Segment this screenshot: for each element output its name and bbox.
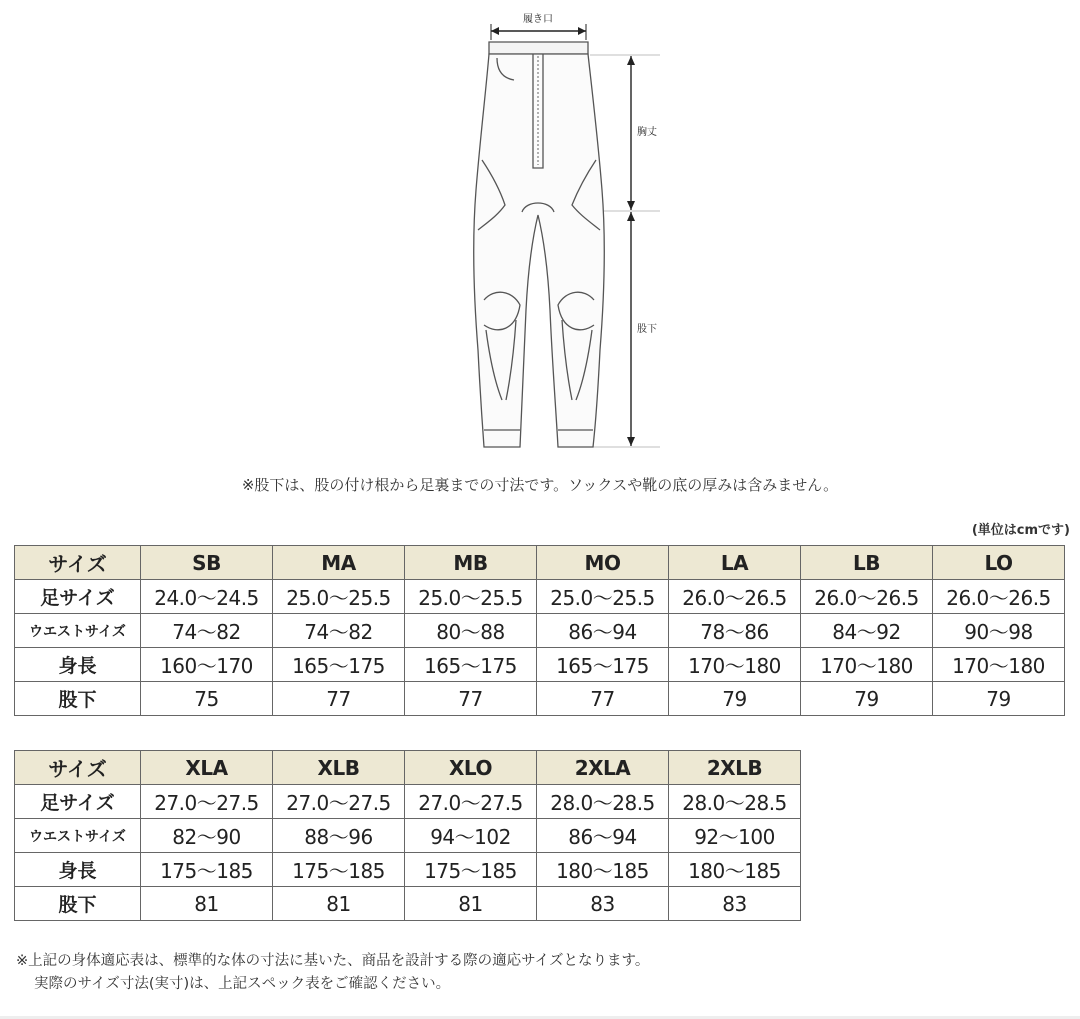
- size-cell: 2XLB: [669, 751, 801, 785]
- inseam-label: 股下: [637, 324, 657, 335]
- height-cell: 170～180: [669, 648, 801, 682]
- inseam-cell: 81: [405, 887, 537, 921]
- height-cell: 160～170: [141, 648, 273, 682]
- row-label-waist: ウエストサイズ: [15, 614, 141, 648]
- table-row: [15, 887, 801, 921]
- inseam-cell: 79: [933, 682, 1065, 716]
- inseam-cell: 77: [273, 682, 405, 716]
- size-cell: MB: [405, 546, 537, 580]
- height-cell: 180～185: [669, 853, 801, 887]
- row-label-inseam: 股下: [15, 682, 141, 716]
- size-cell: LB: [801, 546, 933, 580]
- foot-cell: 27.0～27.5: [405, 785, 537, 819]
- row-label-foot: 足サイズ: [15, 785, 141, 819]
- foot-cell: 25.0～25.5: [405, 580, 537, 614]
- inseam-cell: 81: [141, 887, 273, 921]
- table-row: [15, 853, 801, 887]
- inseam-cell: 83: [669, 887, 801, 921]
- row-label-waist: ウエストサイズ: [15, 819, 141, 853]
- height-cell: 175～185: [273, 853, 405, 887]
- size-cell: SB: [141, 546, 273, 580]
- foot-cell: 28.0～28.5: [537, 785, 669, 819]
- height-cell: 170～180: [801, 648, 933, 682]
- foot-cell: 25.0～25.5: [537, 580, 669, 614]
- row-label-height: 身長: [15, 853, 141, 887]
- pants-outline: [474, 42, 604, 447]
- waist-cell: 92～100: [669, 819, 801, 853]
- waist-cell: 86～94: [537, 819, 669, 853]
- foot-cell: 27.0～27.5: [141, 785, 273, 819]
- inseam-dimension: [627, 212, 635, 446]
- row-label-size: サイズ: [15, 751, 141, 785]
- waist-cell: 90～98: [933, 614, 1065, 648]
- table-row: [15, 614, 1065, 648]
- chest-label: 胸丈: [637, 127, 657, 138]
- table-row: [15, 819, 801, 853]
- size-cell: XLO: [405, 751, 537, 785]
- size-table-1: [14, 545, 1065, 716]
- unit-note: (単位はcmです): [971, 523, 1070, 538]
- height-cell: 175～185: [141, 853, 273, 887]
- row-label-height: 身長: [15, 648, 141, 682]
- waist-cell: 80～88: [405, 614, 537, 648]
- table-row: [15, 785, 801, 819]
- row-label-size: サイズ: [15, 546, 141, 580]
- foot-cell: 26.0～26.5: [801, 580, 933, 614]
- height-cell: 175～185: [405, 853, 537, 887]
- table-row: [15, 682, 1065, 716]
- waist-cell: 74～82: [273, 614, 405, 648]
- footnote-line: 実際のサイズ寸法(実寸)は、上記スペック表をご確認ください。: [34, 976, 451, 992]
- waist-cell: 88～96: [273, 819, 405, 853]
- foot-cell: 25.0～25.5: [273, 580, 405, 614]
- size-cell: XLA: [141, 751, 273, 785]
- size-cell: XLB: [273, 751, 405, 785]
- size-cell: MA: [273, 546, 405, 580]
- size-cell: MO: [537, 546, 669, 580]
- row-label-inseam: 股下: [15, 887, 141, 921]
- table-row: [15, 648, 1065, 682]
- foot-cell: 26.0～26.5: [669, 580, 801, 614]
- height-cell: 165～175: [405, 648, 537, 682]
- table-row: [15, 580, 1065, 614]
- footnote-line: ※上記の身体適応表は、標準的な体の寸法に基いた、商品を設計する際の適応サイズとなります。: [16, 953, 650, 969]
- waist-cell: 86～94: [537, 614, 669, 648]
- table-row: [15, 751, 801, 785]
- inseam-cell: 77: [405, 682, 537, 716]
- row-label-foot: 足サイズ: [15, 580, 141, 614]
- size-cell: 2XLA: [537, 751, 669, 785]
- foot-cell: 26.0～26.5: [933, 580, 1065, 614]
- size-table-2: [14, 750, 801, 921]
- inseam-cell: 83: [537, 887, 669, 921]
- height-cell: 180～185: [537, 853, 669, 887]
- footnote: [16, 950, 649, 996]
- waist-cell: 74～82: [141, 614, 273, 648]
- inseam-cell: 75: [141, 682, 273, 716]
- waist-cell: 82～90: [141, 819, 273, 853]
- chest-dimension: [627, 56, 635, 210]
- foot-cell: 28.0～28.5: [669, 785, 801, 819]
- height-cell: 165～175: [273, 648, 405, 682]
- inseam-cell: 79: [801, 682, 933, 716]
- table-row: [15, 546, 1065, 580]
- height-cell: 165～175: [537, 648, 669, 682]
- pants-diagram: [0, 0, 1080, 470]
- waist-dimension: [491, 24, 586, 40]
- waist-cell: 84～92: [801, 614, 933, 648]
- height-cell: 170～180: [933, 648, 1065, 682]
- waist-label: 履き口: [523, 14, 553, 25]
- size-cell: LA: [669, 546, 801, 580]
- inseam-cell: 79: [669, 682, 801, 716]
- size-cell: LO: [933, 546, 1065, 580]
- waist-cell: 78～86: [669, 614, 801, 648]
- waist-cell: 94～102: [405, 819, 537, 853]
- inseam-cell: 77: [537, 682, 669, 716]
- foot-cell: 24.0～24.5: [141, 580, 273, 614]
- foot-cell: 27.0～27.5: [273, 785, 405, 819]
- inseam-caption: ※股下は、股の付け根から足裏までの寸法です。ソックスや靴の底の厚みは含みません。: [241, 476, 839, 494]
- inseam-cell: 81: [273, 887, 405, 921]
